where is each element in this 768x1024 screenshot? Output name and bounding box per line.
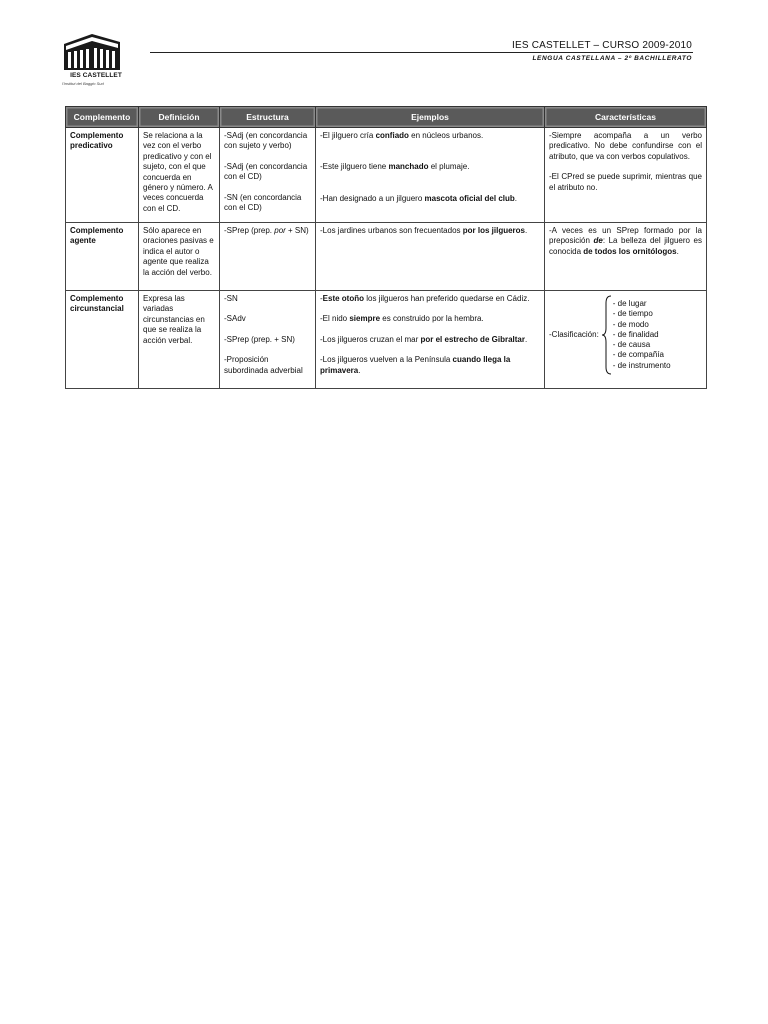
example-item: -Los jardines urbanos son frecuentados por los jilgueros. (320, 226, 528, 235)
header-course: IES CASTELLET – CURSO 2009-2010 (512, 40, 692, 51)
logo-subtitle: l'Institut del Baggio Sud (62, 81, 104, 86)
structure-cell: -SPrep (prep. por + SN) (220, 223, 316, 291)
building-logo-icon (62, 30, 122, 74)
list-item: - de causa (612, 340, 651, 350)
examples-cell (316, 223, 545, 291)
example-item: -Este jilguero tiene manchado el plumaje. (320, 162, 470, 172)
structure-cell (220, 291, 316, 389)
example-item: -Los jilgueros vuelven a la Península cuando llega la primavera. (320, 355, 511, 375)
structure-item: -SN (en concordancia con el CD) (224, 192, 302, 213)
classification-label: -Clasificación: (549, 329, 599, 339)
example-item: -Han designado a un jilguero mascota oficial del club. (320, 193, 517, 203)
logo-title: IES CASTELLET (70, 72, 122, 79)
table-row (66, 223, 707, 291)
complement-name: predicativo (70, 141, 113, 151)
example-item: -El nido siempre es construido por la hembra. (320, 314, 484, 324)
header-divider (150, 52, 693, 53)
list-item: - de instrumento (612, 360, 671, 370)
definition-cell: Sólo aparece en oraciones pasivas e indica el autor o agente que realiza la acción del verbo. (139, 223, 220, 291)
table-row (66, 128, 707, 223)
example-item: -El jilguero cría confiado en núcleos urbanos. (320, 131, 484, 140)
structure-item: -Proposición subordinada adverbial (224, 355, 303, 375)
list-item: - de lugar (612, 299, 647, 309)
complement-name: Complemento (70, 131, 124, 140)
complement-name-cell (66, 223, 139, 291)
structure-item: -SN (224, 294, 238, 303)
structure-item: -SAdj (en concordancia con el CD) (224, 161, 308, 182)
column-header-caracteristicas: Características (545, 107, 707, 128)
column-header-complemento: Complemento (66, 107, 139, 128)
complement-name: Complemento (70, 226, 124, 235)
table-header-row (66, 107, 707, 128)
characteristics-cell (545, 128, 707, 223)
header-subject: LENGUA CASTELLANA – 2º BACHILLERATO (532, 55, 692, 62)
table-row (66, 291, 707, 389)
list-item: - de modo (612, 319, 649, 329)
complement-name: circunstancial (70, 304, 124, 314)
structure-cell (220, 128, 316, 223)
examples-cell (316, 128, 545, 223)
definition-cell: Expresa las variadas circunstancias en que se realiza la acción verbal. (139, 291, 220, 389)
column-header-estructura: Estructura (220, 107, 316, 128)
definition-cell: Se relaciona a la vez con el verbo predicativo y con el sujeto, con el que concuerda en género y número. A veces concuerda con el CD. (139, 128, 220, 223)
characteristic-item: -Siempre acompaña a un verbo predicativo. No debe confundirse con el atributo, que va con verbos copulativos. (549, 131, 702, 161)
example-item: -Este otoño los jilgueros han preferido quedarse en Cádiz. (320, 294, 530, 303)
complement-name: Complemento (70, 294, 124, 303)
characteristics-cell (545, 291, 707, 389)
list-item: - de compañía (612, 350, 664, 360)
characteristics-cell: -A veces es un SPrep formado por la preposición de: La belleza del jilguero es conocida de todos los ornitólogos. (545, 223, 707, 291)
list-item: - de finalidad (612, 329, 659, 339)
structure-item: -SAdv (224, 314, 246, 324)
examples-cell (316, 291, 545, 389)
classification-block (549, 295, 702, 375)
column-header-definicion: Definición (139, 107, 220, 128)
structure-item: -SAdj (en concordancia con sujeto y verbo) (224, 131, 308, 151)
curly-brace-icon (601, 295, 613, 375)
column-header-ejemplos: Ejemplos (316, 107, 545, 128)
characteristic-item: -El CPred se puede suprimir, mientras que el atributo no. (549, 172, 702, 192)
complement-name-cell (66, 128, 139, 223)
example-item: -Los jilgueros cruzan el mar por el estrecho de Gibraltar. (320, 334, 528, 344)
list-item: - de tiempo (612, 309, 653, 319)
complement-name-cell (66, 291, 139, 389)
structure-item: -SPrep (prep. + SN) (224, 334, 295, 344)
complement-name: agente (70, 236, 96, 246)
classification-list (613, 299, 671, 370)
complements-table (65, 106, 707, 389)
